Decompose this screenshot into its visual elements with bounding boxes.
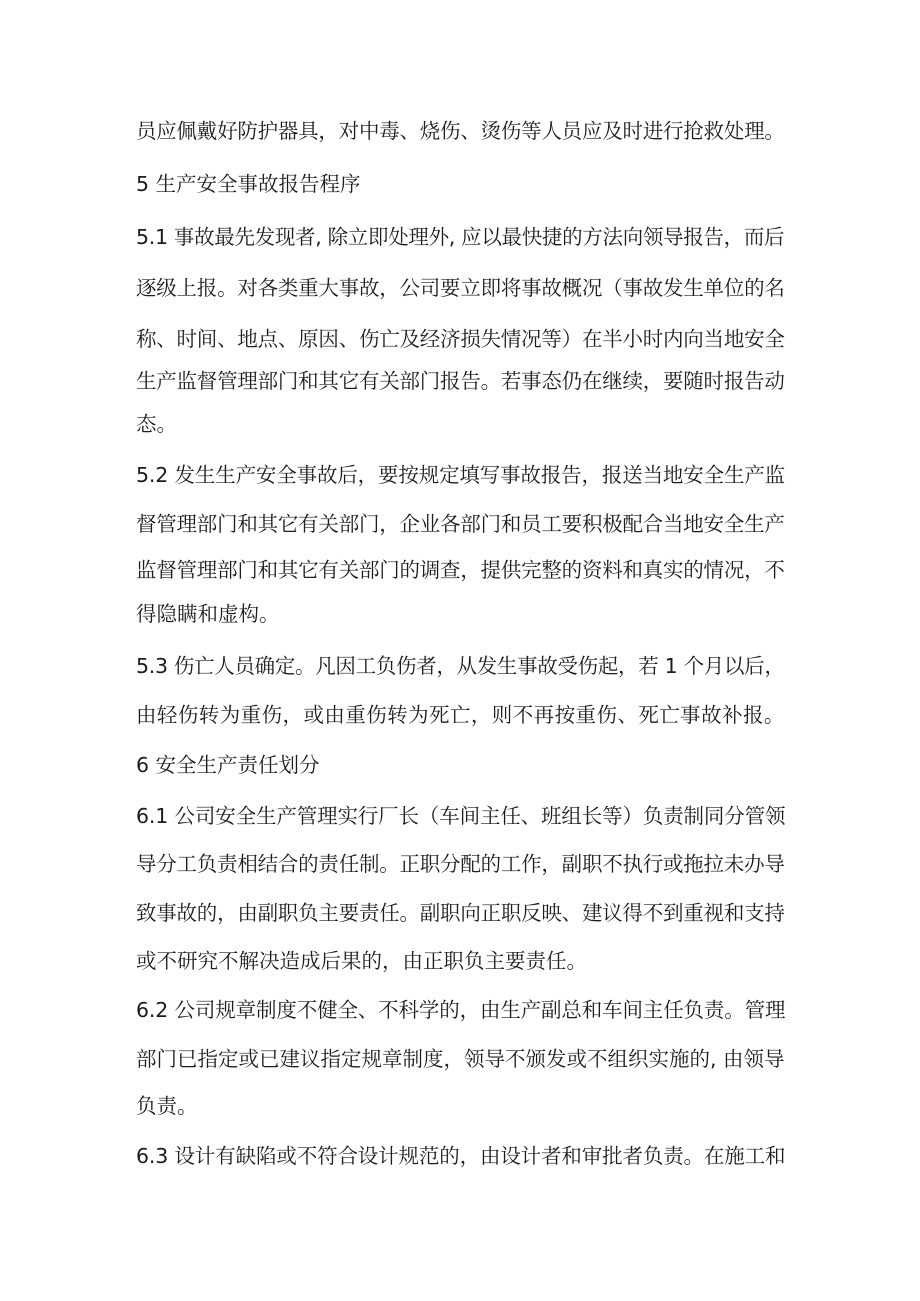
text-line: 员应佩戴好防护器具，对中毒、烧伤、烫伤等人员应及时进行抢救处理。 bbox=[136, 119, 785, 143]
section-heading: 6 安全生产责任划分 bbox=[136, 753, 320, 777]
text-line: 逐级上报。对各类重大事故，公司要立即将事故概况（事故发生单位的名 bbox=[136, 276, 785, 300]
text-line: 致事故的，由副职负主要责任。副职向正职反映、建议得不到重视和支持 bbox=[136, 901, 785, 925]
text-line: 负责。 bbox=[136, 1094, 198, 1118]
text-line: 督管理部门和其它有关部门，企业各部门和员工要积极配合当地安全生产 bbox=[136, 512, 785, 536]
text-line: 5.2 发生生产安全事故后，要按规定填写事故报告，报送当地安全生产监 bbox=[136, 463, 786, 487]
text-line: 监督管理部门和其它有关部门的调查，提供完整的资料和真实的情况，不 bbox=[136, 558, 785, 582]
text-line: 由轻伤转为重伤，或由重伤转为死亡，则不再按重伤、死亡事故补报。 bbox=[136, 703, 785, 727]
text-line: 生产监督管理部门和其它有关部门报告。若事态仍在继续，要随时报告动 bbox=[136, 369, 785, 393]
text-line: 态。 bbox=[136, 412, 177, 436]
text-line: 6.3 设计有缺陷或不符合设计规范的，由设计者和审批者负责。在施工和 bbox=[136, 1144, 786, 1168]
text-line: 6.1 公司安全生产管理实行厂长（车间主任、班组长等）负责制同分管领 bbox=[136, 804, 786, 828]
text-line: 5.3 伤亡人员确定。凡因工负伤者，从发生事故受伤起，若 1 个月以后， bbox=[136, 654, 785, 678]
text-line: 得隐瞒和虚构。 bbox=[136, 602, 280, 626]
section-heading: 5 生产安全事故报告程序 bbox=[136, 172, 361, 196]
text-line: 部门已指定或已建议指定规章制度，领导不颁发或不组织实施的, 由领导 bbox=[136, 1047, 785, 1071]
text-line: 或不研究不解决造成后果的，由正职负主要责任。 bbox=[136, 949, 587, 973]
text-line: 称、时间、地点、原因、伤亡及经济损失情况等）在半小时内向当地安全 bbox=[136, 327, 785, 351]
text-line: 导分工负责相结合的责任制。正职分配的工作，副职不执行或拖拉未办导 bbox=[136, 852, 785, 876]
text-line: 5.1 事故最先发现者, 除立即处理外, 应以最快捷的方法向领导报告，而后 bbox=[136, 225, 785, 249]
text-line: 6.2 公司规章制度不健全、不科学的，由生产副总和车间主任负责。管理 bbox=[136, 998, 786, 1022]
